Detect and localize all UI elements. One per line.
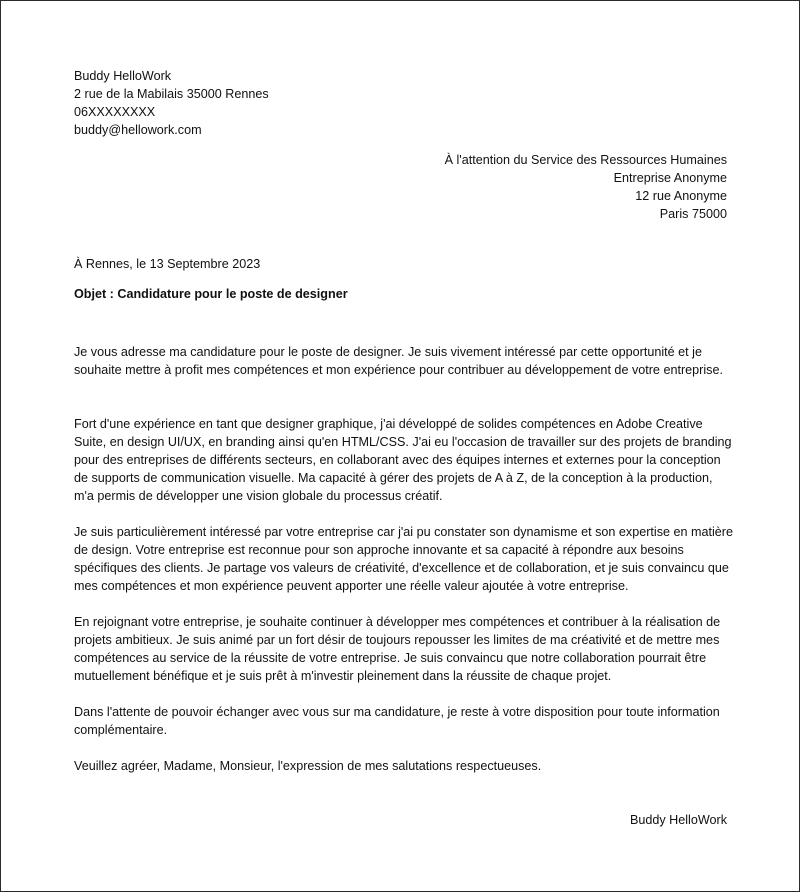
sender-name: Buddy HelloWork [74,69,172,83]
body-paragraph: Je suis particulièrement intéressé par votre entreprise car j'ai pu constater son dynamisme et son expertise en matière de design. Votre entreprise est reconnue pour son approche innovante et sa capacité à répondre aux besoins spécifiques des clients. Je partage vos valeurs de créativité, d'excellence et de collaboration, et je suis convaincu que mes compétences et mon expérience peuvent apporter une réelle valeur ajoutée à votre entreprise. [74,525,733,593]
recipient-street: 12 rue Anonyme [635,189,727,203]
sender-address: 2 rue de la Mabilais 35000 Rennes [74,87,269,101]
body-paragraph: Fort d'une expérience en tant que designer graphique, j'ai développé de solides compétences en Adobe Creative Suite, en design UI/UX, en branding ainsi qu'en HTML/CSS. J'ai eu l'occasion de travailler sur des projets de branding pour des entreprises de différents secteurs, en collaborant avec des équipes internes et externes pour la conception de supports de communication visuelle. Ma capacité à gérer des projets de A à Z, de la conception à la production, m'a permis de développer une vision globale du processus créatif. [74,417,732,503]
date-line: À Rennes, le 13 Septembre 2023 [74,257,261,271]
closing-paragraph: Veuillez agréer, Madame, Monsieur, l'expression de mes salutations respectueuses. [74,759,542,773]
sender-phone: 06XXXXXXXX [74,105,156,119]
body-paragraph: Je vous adresse ma candidature pour le poste de designer. Je suis vivement intéressé par cette opportunité et je souhaite mettre à profit mes compétences et mon expérience pour contribuer au développement de votre entreprise. [74,345,723,377]
recipient-city: Paris 75000 [659,207,727,221]
signature: Buddy HelloWork [629,813,727,827]
recipient-attention: À l'attention du Service des Ressources Humaines [444,153,727,167]
subject-line: Objet : Candidature pour le poste de designer [74,287,348,301]
body-paragraph: En rejoignant votre entreprise, je souhaite continuer à développer mes compétences et contribuer à la réalisation de projets ambitieux. Je suis animé par un fort désir de toujours repousser les limites de ma créativité et de mettre mes compétences au service de la réussite de votre entreprise. Je suis convaincu que notre collaboration pourrait être mutuellement bénéfique et je suis prêt à m'investir pleinement dans la réussite de chaque projet. [74,615,721,683]
sender-block [74,67,269,139]
body-paragraph: Dans l'attente de pouvoir échanger avec vous sur ma candidature, je reste à votre disposition pour toute information complémentaire. [74,705,720,737]
recipient-block [445,151,727,223]
sender-email: buddy@hellowork.com [74,123,202,137]
recipient-company: Entreprise Anonyme [613,171,727,185]
